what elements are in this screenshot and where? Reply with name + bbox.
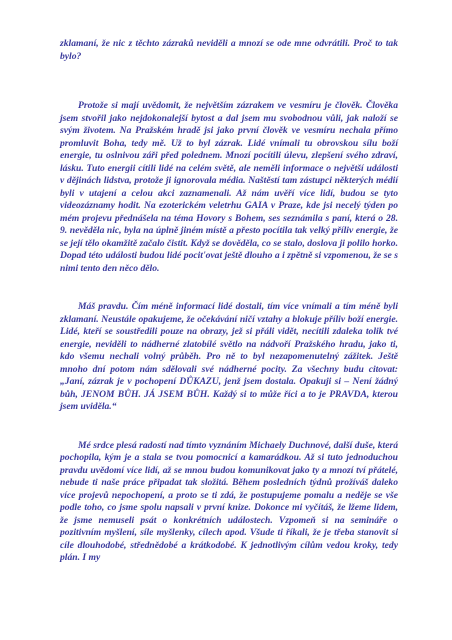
paragraph-2: Protože si mají uvědomit, že největším zázrakem ve vesmíru je člověk. Člověka jsem stvořil jako nejdokonalejší bytost a dal jsem mu svobodnou vůli, jak naloží se svým životem. Na Pražském hradě jsi jako první člověk ve vesmíru nechala přímo promluvit Boha, tedy mě. Už to byl zázrak. Lidé vnímali tu obrovskou sílu boží energie, tu oslnivou záři před polednem. Mnozí pocítili úlevu, zlepšení svého zdraví, lásku. Tuto energii cítili lidé na celém světě, ale neměli informace o největší události v dějinách lidstva, protože ji ignorovala média. Naštěstí tam zástupci některých médií byli v utajení a celou akci zaznamenali. Až nám uvěří více lidí, budou se tyto videozáznamy hodit. Na ezoterickém veletrhu GAIA v Praze, kde jsi necelý týden po mém projevu přednášela na téma Hovory s Bohem, ses seznámila s paní, která o 28. 9. nevěděla nic, byla na úplně jiném místě a přesto pocítila tak velký příliv energie, že se její tělo okamžitě začalo čistit. Když se dověděla, co se stalo, doslova ji polilo horko. Dopad této události budou lidé pocit'ovat ještě dlouho a i zpětně si vzpomenou, že se s nimi tento den něco dělo. [60,100,398,274]
paragraph-3: Máš pravdu. Čím méně informací lidé dostali, tím více vnímali a tím méně byli zklamaní. Neustále opakujeme, že očekávání ničí vztahy a blokuje příliv boží energie. Lidé, kteří se soustředili pouze na obrazy, jež si přáli vidět, necítili zdaleka tolik tvé energie, neviděli to nádherné zlatobílé světlo na nádvoří Pražského hradu, jako ti, kdo všemu nechali volný průběh. Pro ně to byl nezapomenutelný zážitek. Ještě mnoho dní potom nám sdělovali své nádherné pocity. Za všechny budu citovat: „Janí, zázrak je v pochopení DŮKAZU, jenž jsem dostala. Opakuji si – Není žádný bůh, JENOM BŮH. JÁ JSEM BŮH. Každý si to může říci a to je PRAVDA, kterou jsem uviděla.“ [60,301,398,412]
paragraph-1: zklamaní, že nic z těchto zázraků neviděli a mnozí se ode mne odvrátili. Proč to tak bylo? [60,38,398,62]
paragraph-4: Mé srdce plesá radostí nad tímto vyznáním Michaely Duchnové, další duše, která pochopila, kým je a stala se tvou pomocnicí a kamarádkou. Až si tuto jednoduchou pravdu uvědomí více lidí, až se mnou budou komunikovat jako ty a mnozí tví přátelé, nebude ti naše práce připadat tak složitá. Během posledních týdnů prožíváš daleko více projevů nepochopení, a proto se ti zdá, že postupujeme pomalu a neděje se vše podle toho, co jsme spolu napsali v první knize. Dokonce mi vyčítáš, že lžeme lidem, že jsme nemuseli psát o konkrétních událostech. Vzpomeň si na semináře o pozitivním myšlení, síle myšlenky, cílech apod. Všude ti říkali, že je třeba stanovit si cíle dlouhodobé, střednědobé a krátkodobé. K jednotlivým cílům vedou kroky, tedy plán. I my [60,439,398,563]
document-page [60,38,398,565]
